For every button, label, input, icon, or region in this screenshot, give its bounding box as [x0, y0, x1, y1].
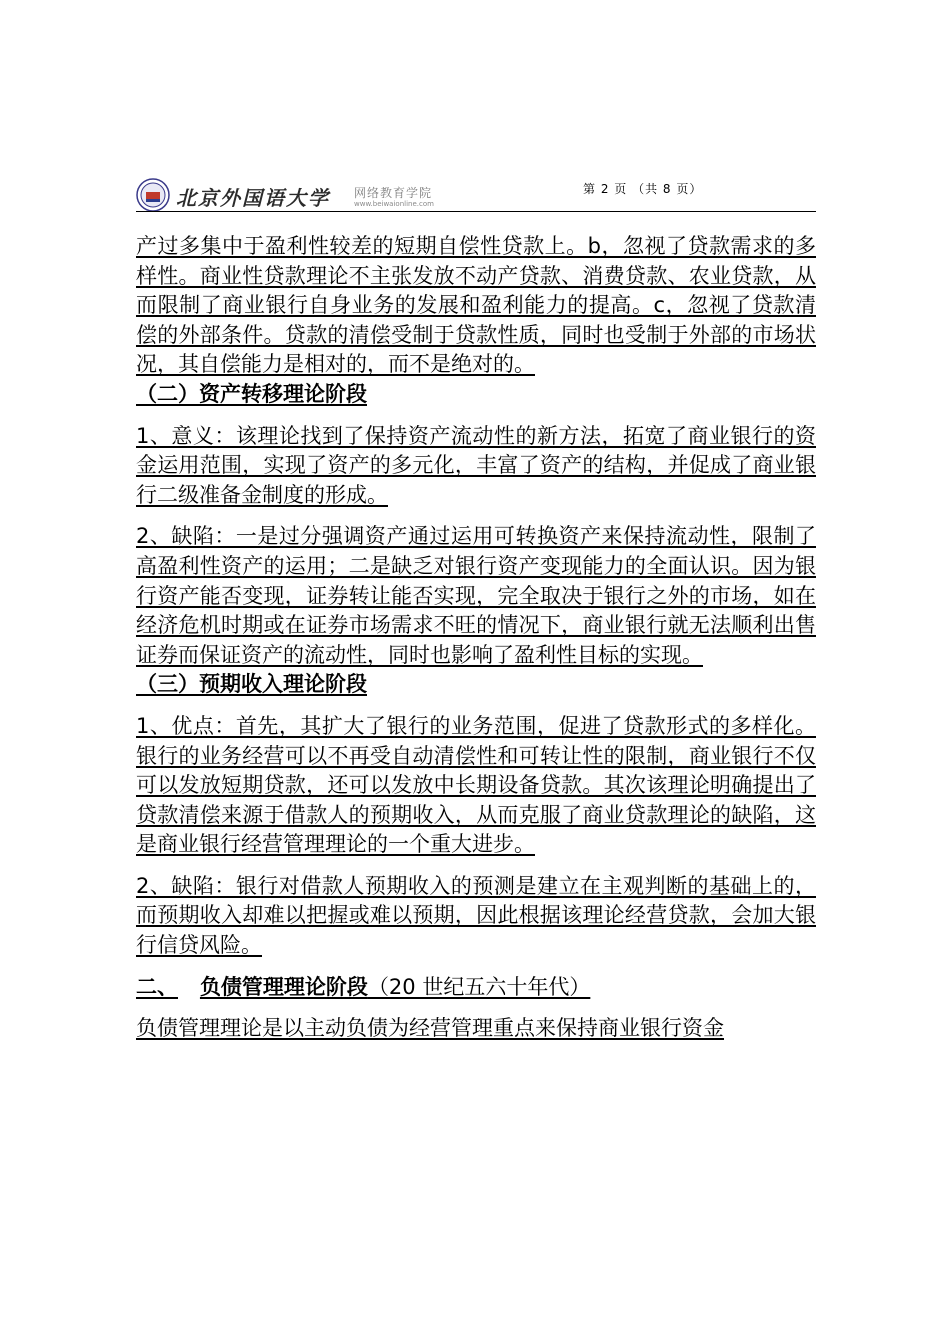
paragraph-liability-intro: 负债管理理论是以主动负债为经营管理重点来保持商业银行资金	[136, 1016, 724, 1041]
page-number: 第 2 页 （共 8 页）	[583, 182, 703, 196]
website-url: www.beiwaionline.com	[354, 200, 434, 208]
paragraph-asset-transfer-flaws: 2、缺陷：一是过分强调资产通过运用可转换资产来保持流动性，限制了高盈利性资产的运用；二是缺乏对银行资产变现能力的全面认识。因为银行资产能否变现，证券转让能否实现，完全取决于银行之外的市场，如在经济危机时期或在证券市场需求不旺的情况下，商业银行就无法顺利出售证券而保证资产的流动性，同时也影响了盈利性目标的实现。	[136, 524, 816, 667]
heading-asset-transfer: （二）资产转移理论阶段	[136, 381, 367, 406]
page-header	[136, 178, 816, 210]
university-logo-text: 北京外国语大学	[176, 186, 330, 210]
paragraph-expected-income-merits: 1、优点：首先，其扩大了银行的业务范围，促进了贷款形式的多样化。银行的业务经营可以不再受自动清偿性和可转让性的限制，商业银行不仅可以发放短期贷款，还可以发放中长期设备贷款。其次该理论明确提出了贷款清偿来源于借款人的预期收入，从而克服了商业贷款理论的缺陷，这是商业银行经营管理理论的一个重大进步。	[136, 713, 816, 857]
paragraph-asset-transfer-meaning: 1、意义：该理论找到了保持资产流动性的新方法，拓宽了商业银行的资金运用范围，实现了资产的多元化，丰富了资产的结构，并促成了商业银行二级准备金制度的形成。	[136, 423, 816, 507]
college-name: 网络教育学院	[354, 186, 433, 200]
document-body	[136, 232, 816, 1044]
university-seal-icon	[136, 178, 170, 212]
paragraph-expected-income-flaws: 2、缺陷：银行对借款人预期收入的预测是建立在主观判断的基础上的，而预期收入却难以把握或难以预期，因此根据该理论经营贷款，会加大银行信贷风险。	[136, 873, 816, 958]
section-period: （20 世纪五六十年代）	[367, 974, 591, 999]
heading-liability-management	[136, 973, 816, 1003]
section-number: 二、	[136, 974, 178, 999]
section-title: 负债管理理论阶段	[199, 974, 368, 999]
paragraph-commercial-loan-flaws: 产过多集中于盈利性较差的短期自偿性贷款上。b，忽视了贷款需求的多样性。商业性贷款理论不主张发放不动产贷款、消费贷款、农业贷款，从而限制了商业银行自身业务的发展和盈利能力的提高。c，忽视了贷款清偿的外部条件。贷款的清偿受制于贷款性质，同时也受制于外部的市场状况，其自偿能力是相对的，而不是绝对的。	[136, 234, 816, 377]
header-divider	[136, 211, 816, 212]
heading-expected-income: （三）预期收入理论阶段	[136, 672, 367, 697]
